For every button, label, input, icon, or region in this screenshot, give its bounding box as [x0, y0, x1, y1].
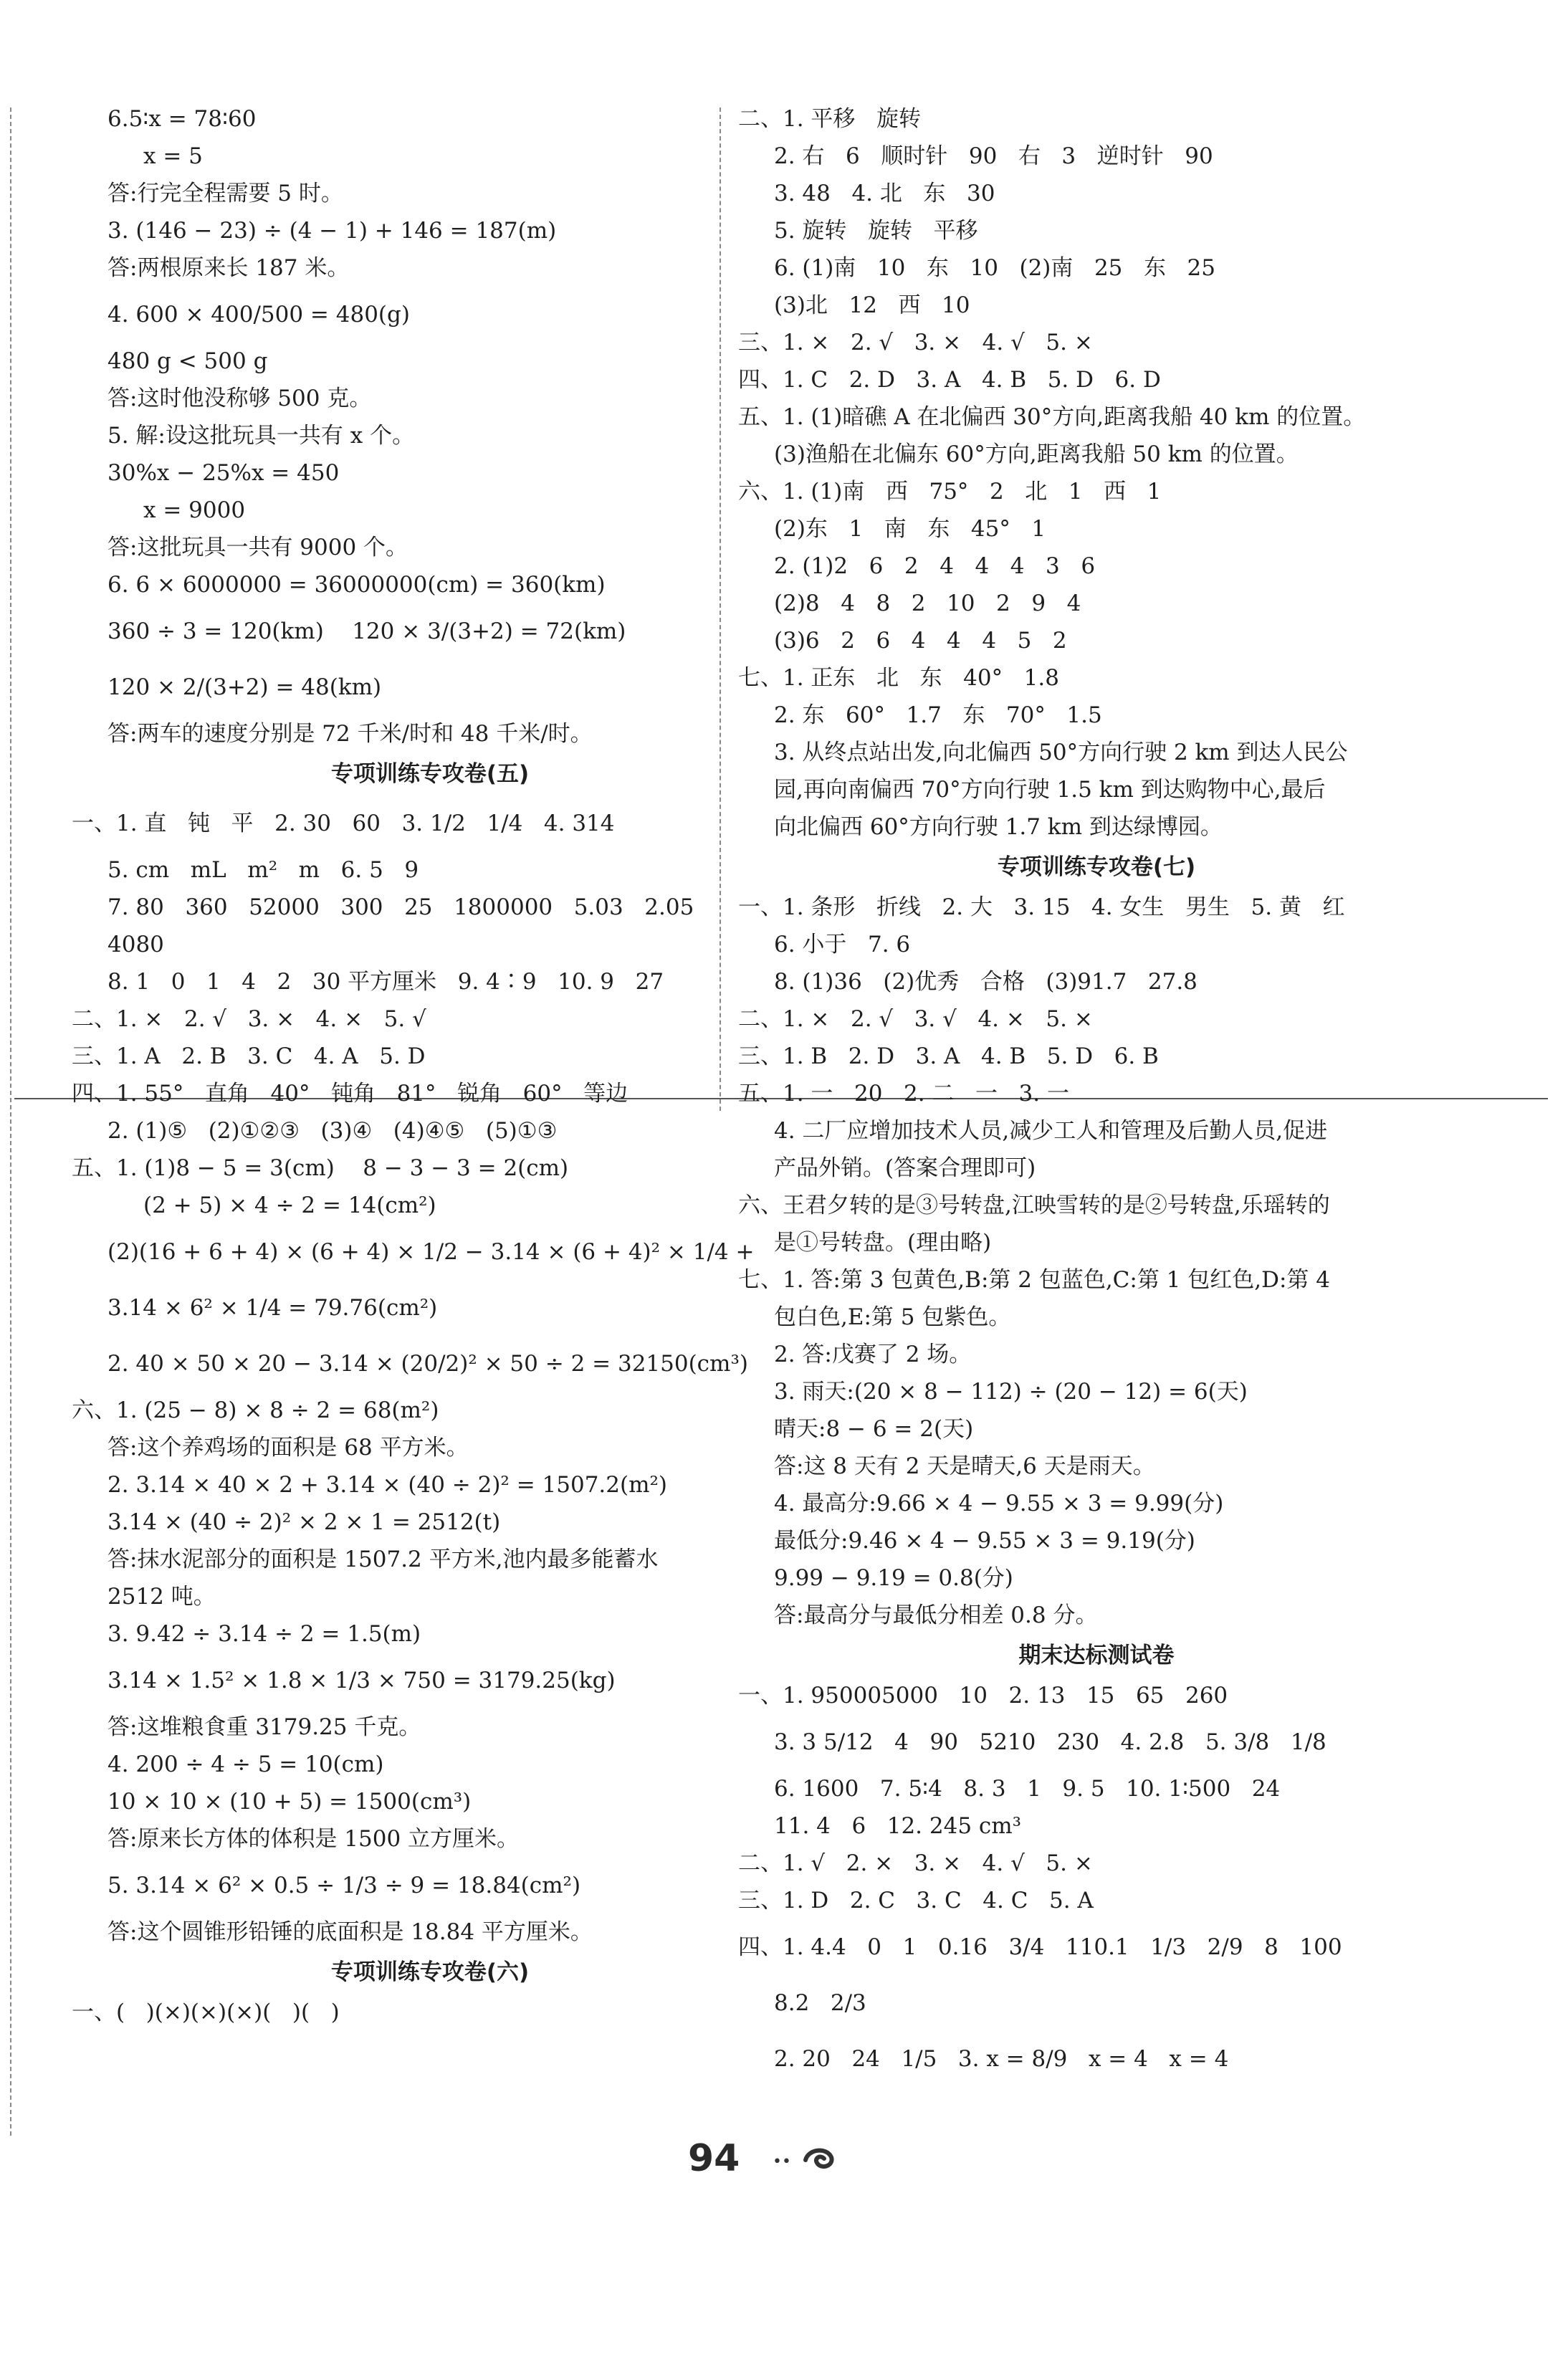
answer-line: 2. 20 24 1/5 3. x = 8/9 x = 4 x = 4 [774, 2046, 1229, 2072]
answer-line: 二、1. 平移 旋转 [738, 106, 921, 132]
answer-line: 三、1. A 2. B 3. C 4. A 5. D [72, 1043, 426, 1069]
answer-line: 120 × 2/(3+2) = 48(km) [107, 674, 382, 700]
answer-line: 480 g < 500 g [107, 348, 268, 374]
answer-line: 六、1. (1)南 西 75° 2 北 1 西 1 [738, 479, 1162, 505]
answer-line: 答:两车的速度分别是 72 千米/时和 48 千米/时。 [107, 721, 593, 747]
answer-line: 2. 东 60° 1.7 东 70° 1.5 [774, 702, 1102, 728]
answer-line: 2. 3.14 × 40 × 2 + 3.14 × (40 ÷ 2)² = 1507.2(m²) [107, 1472, 668, 1498]
answer-line: 产品外销。(答案合理即可) [774, 1155, 1036, 1181]
answer-line: 3. 3 5/12 4 90 5210 230 4. 2.8 5. 3/8 1/8 [774, 1729, 1326, 1755]
answer-line: 3. (146 − 23) ÷ (4 − 1) + 146 = 187(m) [107, 218, 557, 244]
answer-line: 一、1. 条形 折线 2. 大 3. 15 4. 女生 男生 5. 黄 红 [738, 894, 1345, 920]
answer-line: 七、1. 正东 北 东 40° 1.8 [738, 665, 1059, 691]
answer-line: 4. 600 × 400/500 = 480(g) [107, 302, 410, 328]
answer-line: 四、1. 4.4 0 1 0.16 3/4 110.1 1/3 2/9 8 100 [738, 1934, 1342, 1960]
page-number-dots: •• [773, 2153, 791, 2171]
answer-line: 四、1. C 2. D 3. A 4. B 5. D 6. D [738, 367, 1161, 393]
answer-line: 5. cm mL m² m 6. 5 9 [107, 857, 419, 883]
answer-line: 五、1. 一 20 2. 二 一 3. 一 [738, 1081, 1069, 1107]
answer-line: 晴天:8 − 6 = 2(天) [774, 1416, 974, 1442]
answer-line: 8.2 2/3 [774, 1990, 866, 2016]
answer-line: 4. 200 ÷ 4 ÷ 5 = 10(cm) [107, 1752, 384, 1777]
answer-line: 3. 9.42 ÷ 3.14 ÷ 2 = 1.5(m) [107, 1621, 421, 1647]
answer-line: 一、1. 950005000 10 2. 13 15 65 260 [738, 1683, 1228, 1709]
answer-line: 向北偏西 60°方向行驶 1.7 km 到达绿博园。 [774, 814, 1223, 840]
answer-line: 6. 小于 7. 6 [774, 932, 911, 957]
answer-line: 六、王君夕转的是③号转盘,江映雪转的是②号转盘,乐瑶转的 [738, 1193, 1330, 1218]
answer-line: 答:两根原来长 187 米。 [107, 255, 350, 281]
left-column [72, 100, 788, 2031]
answer-line: 最低分:9.46 × 4 − 9.55 × 3 = 9.19(分) [774, 1528, 1195, 1554]
answer-line: 五、1. (1)暗礁 A 在北偏西 30°方向,距离我船 40 km 的位置。 [738, 404, 1366, 430]
page-number: 94 [688, 2137, 740, 2180]
answer-line: 6. (1)南 10 东 10 (2)南 25 东 25 [774, 255, 1215, 281]
answer-line: (3)6 2 6 4 4 4 5 2 [774, 628, 1067, 654]
answer-line: 30%x − 25%x = 450 [107, 460, 340, 486]
answer-line: 四、1. 55° 直角 40° 钝角 81° 锐角 60° 等边 [72, 1081, 628, 1107]
answer-line: 二、1. × 2. √ 3. × 4. × 5. √ [72, 1006, 426, 1032]
answer-line: 答:行完全程需要 5 时。 [107, 181, 343, 206]
answer-line: 3.14 × 6² × 1/4 = 79.76(cm²) [107, 1295, 438, 1321]
answer-line: 一、1. 直 钝 平 2. 30 60 3. 1/2 1/4 4. 314 [72, 811, 615, 836]
answer-line: 答:这堆粮食重 3179.25 千克。 [107, 1714, 421, 1740]
section-heading: 期末达标测试卷 [1018, 1643, 1175, 1668]
answer-line: 5. 旋转 旋转 平移 [774, 218, 978, 244]
answer-line: 4. 最高分:9.66 × 4 − 9.55 × 3 = 9.99(分) [774, 1491, 1224, 1516]
left-margin-dashed-line [10, 107, 11, 2136]
answer-line: 8. 1 0 1 4 2 30 平方厘米 9. 4∶9 10. 9 27 [107, 969, 664, 995]
answer-line: 答:这个圆锥形铅锤的底面积是 18.84 平方厘米。 [107, 1919, 593, 1945]
answer-line: 答:最高分与最低分相差 0.8 分。 [774, 1602, 1098, 1628]
answer-line: 答:这时他没称够 500 克。 [107, 386, 372, 411]
answer-line: x = 5 [143, 143, 203, 169]
answer-line: (3)北 12 西 10 [774, 292, 970, 318]
answer-line: 2. 答:戊赛了 2 场。 [774, 1342, 972, 1367]
answer-line: 五、1. (1)8 − 5 = 3(cm) 8 − 3 − 3 = 2(cm) [72, 1155, 569, 1181]
answer-line: x = 9000 [143, 497, 246, 523]
answer-line: (2)(16 + 6 + 4) × (6 + 4) × 1/2 − 3.14 × (6 + 4)² × 1/4 + [107, 1239, 755, 1265]
answer-line: 园,再向南偏西 70°方向行驶 1.5 km 到达购物中心,最后 [774, 777, 1326, 803]
answer-line: 二、1. × 2. √ 3. √ 4. × 5. × [738, 1006, 1093, 1032]
answer-line: 一、( )(×)(×)(×)( )( ) [72, 1999, 340, 2025]
answer-line: 360 ÷ 3 = 120(km) 120 × 3/(3+2) = 72(km) [107, 618, 626, 644]
answer-line: 是①号转盘。(理由略) [774, 1230, 992, 1256]
answer-line: 3. 雨天:(20 × 8 − 112) ÷ (20 − 12) = 6(天) [774, 1379, 1248, 1405]
answer-line: 2. 40 × 50 × 20 − 3.14 × (20/2)² × 50 ÷ 2 = 32150(cm³) [107, 1351, 748, 1377]
answer-line: 六、1. (25 − 8) × 8 ÷ 2 = 68(m²) [72, 1397, 439, 1423]
answer-line: 二、1. √ 2. × 3. × 4. √ 5. × [738, 1850, 1093, 1876]
answer-line: 4. 二厂应增加技术人员,减少工人和管理及后勤人员,促进 [774, 1118, 1328, 1144]
answer-line: (2)东 1 南 东 45° 1 [774, 516, 1046, 542]
answer-line: (2)8 4 8 2 10 2 9 4 [774, 591, 1081, 616]
answer-line: 答:这批玩具一共有 9000 个。 [107, 535, 408, 560]
answer-line: 答:这个养鸡场的面积是 68 平方米。 [107, 1435, 469, 1461]
answer-line: 3.14 × (40 ÷ 2)² × 2 × 1 = 2512(t) [107, 1509, 501, 1535]
answer-line: 三、1. × 2. √ 3. × 4. √ 5. × [738, 330, 1093, 355]
page-number-badge [688, 2137, 874, 2180]
answer-line: 2. 右 6 顺时针 90 右 3 逆时针 90 [774, 143, 1213, 169]
answer-line: 4080 [107, 932, 164, 957]
section-heading: 专项训练专攻卷(七) [997, 854, 1196, 880]
answer-line: 3. 48 4. 北 东 30 [774, 181, 995, 206]
answer-line: 七、1. 答:第 3 包黄色,B:第 2 包蓝色,C:第 1 包红色,D:第 4 [738, 1267, 1330, 1293]
answer-line: 8. (1)36 (2)优秀 合格 (3)91.7 27.8 [774, 969, 1197, 995]
answer-line: 2. (1)⑤ (2)①②③ (3)④ (4)④⑤ (5)①③ [107, 1118, 558, 1144]
answer-line: 3.14 × 1.5² × 1.8 × 1/3 × 750 = 3179.25(kg) [107, 1668, 616, 1693]
section-heading: 专项训练专攻卷(五) [330, 761, 530, 787]
answer-line: 11. 4 6 12. 245 cm³ [774, 1813, 1022, 1839]
answer-line: (2 + 5) × 4 ÷ 2 = 14(cm²) [143, 1193, 436, 1218]
answer-line: 7. 80 360 52000 300 25 1800000 5.03 2.05 [107, 894, 694, 920]
answer-line: 6.5∶x = 78∶60 [107, 106, 257, 132]
answer-line: (3)渔船在北偏东 60°方向,距离我船 50 km 的位置。 [774, 441, 1299, 467]
answer-line: 6. 1600 7. 5∶4 8. 3 1 9. 5 10. 1∶500 24 [774, 1776, 1281, 1802]
answer-line: 6. 6 × 6000000 = 36000000(cm) = 360(km) [107, 572, 606, 598]
right-column [738, 100, 1455, 2087]
swirl-icon [803, 2144, 836, 2173]
section-heading: 专项训练专攻卷(六) [330, 1959, 530, 1985]
answer-line: 5. 3.14 × 6² × 0.5 ÷ 1/3 ÷ 9 = 18.84(cm²) [107, 1873, 581, 1898]
answer-line: 10 × 10 × (10 + 5) = 1500(cm³) [107, 1789, 472, 1815]
answer-line: 5. 解:设这批玩具一共有 x 个。 [107, 423, 415, 449]
answer-line: 9.99 − 9.19 = 0.8(分) [774, 1565, 1013, 1591]
answer-line: 三、1. D 2. C 3. C 4. C 5. A [738, 1888, 1094, 1913]
answer-line: 答:这 8 天有 2 天是晴天,6 天是雨天。 [774, 1453, 1155, 1479]
answer-line: 3. 从终点站出发,向北偏西 50°方向行驶 2 km 到达人民公 [774, 740, 1348, 765]
answer-line: 三、1. B 2. D 3. A 4. B 5. D 6. B [738, 1043, 1159, 1069]
answer-line: 答:抹水泥部分的面积是 1507.2 平方米,池内最多能蓄水 [107, 1547, 659, 1572]
answer-line: 2512 吨。 [107, 1584, 216, 1610]
answer-line: 答:原来长方体的体积是 1500 立方厘米。 [107, 1826, 520, 1852]
answer-line: 2. (1)2 6 2 4 4 4 3 6 [774, 553, 1096, 579]
answer-line: 包白色,E:第 5 包紫色。 [774, 1304, 1011, 1330]
